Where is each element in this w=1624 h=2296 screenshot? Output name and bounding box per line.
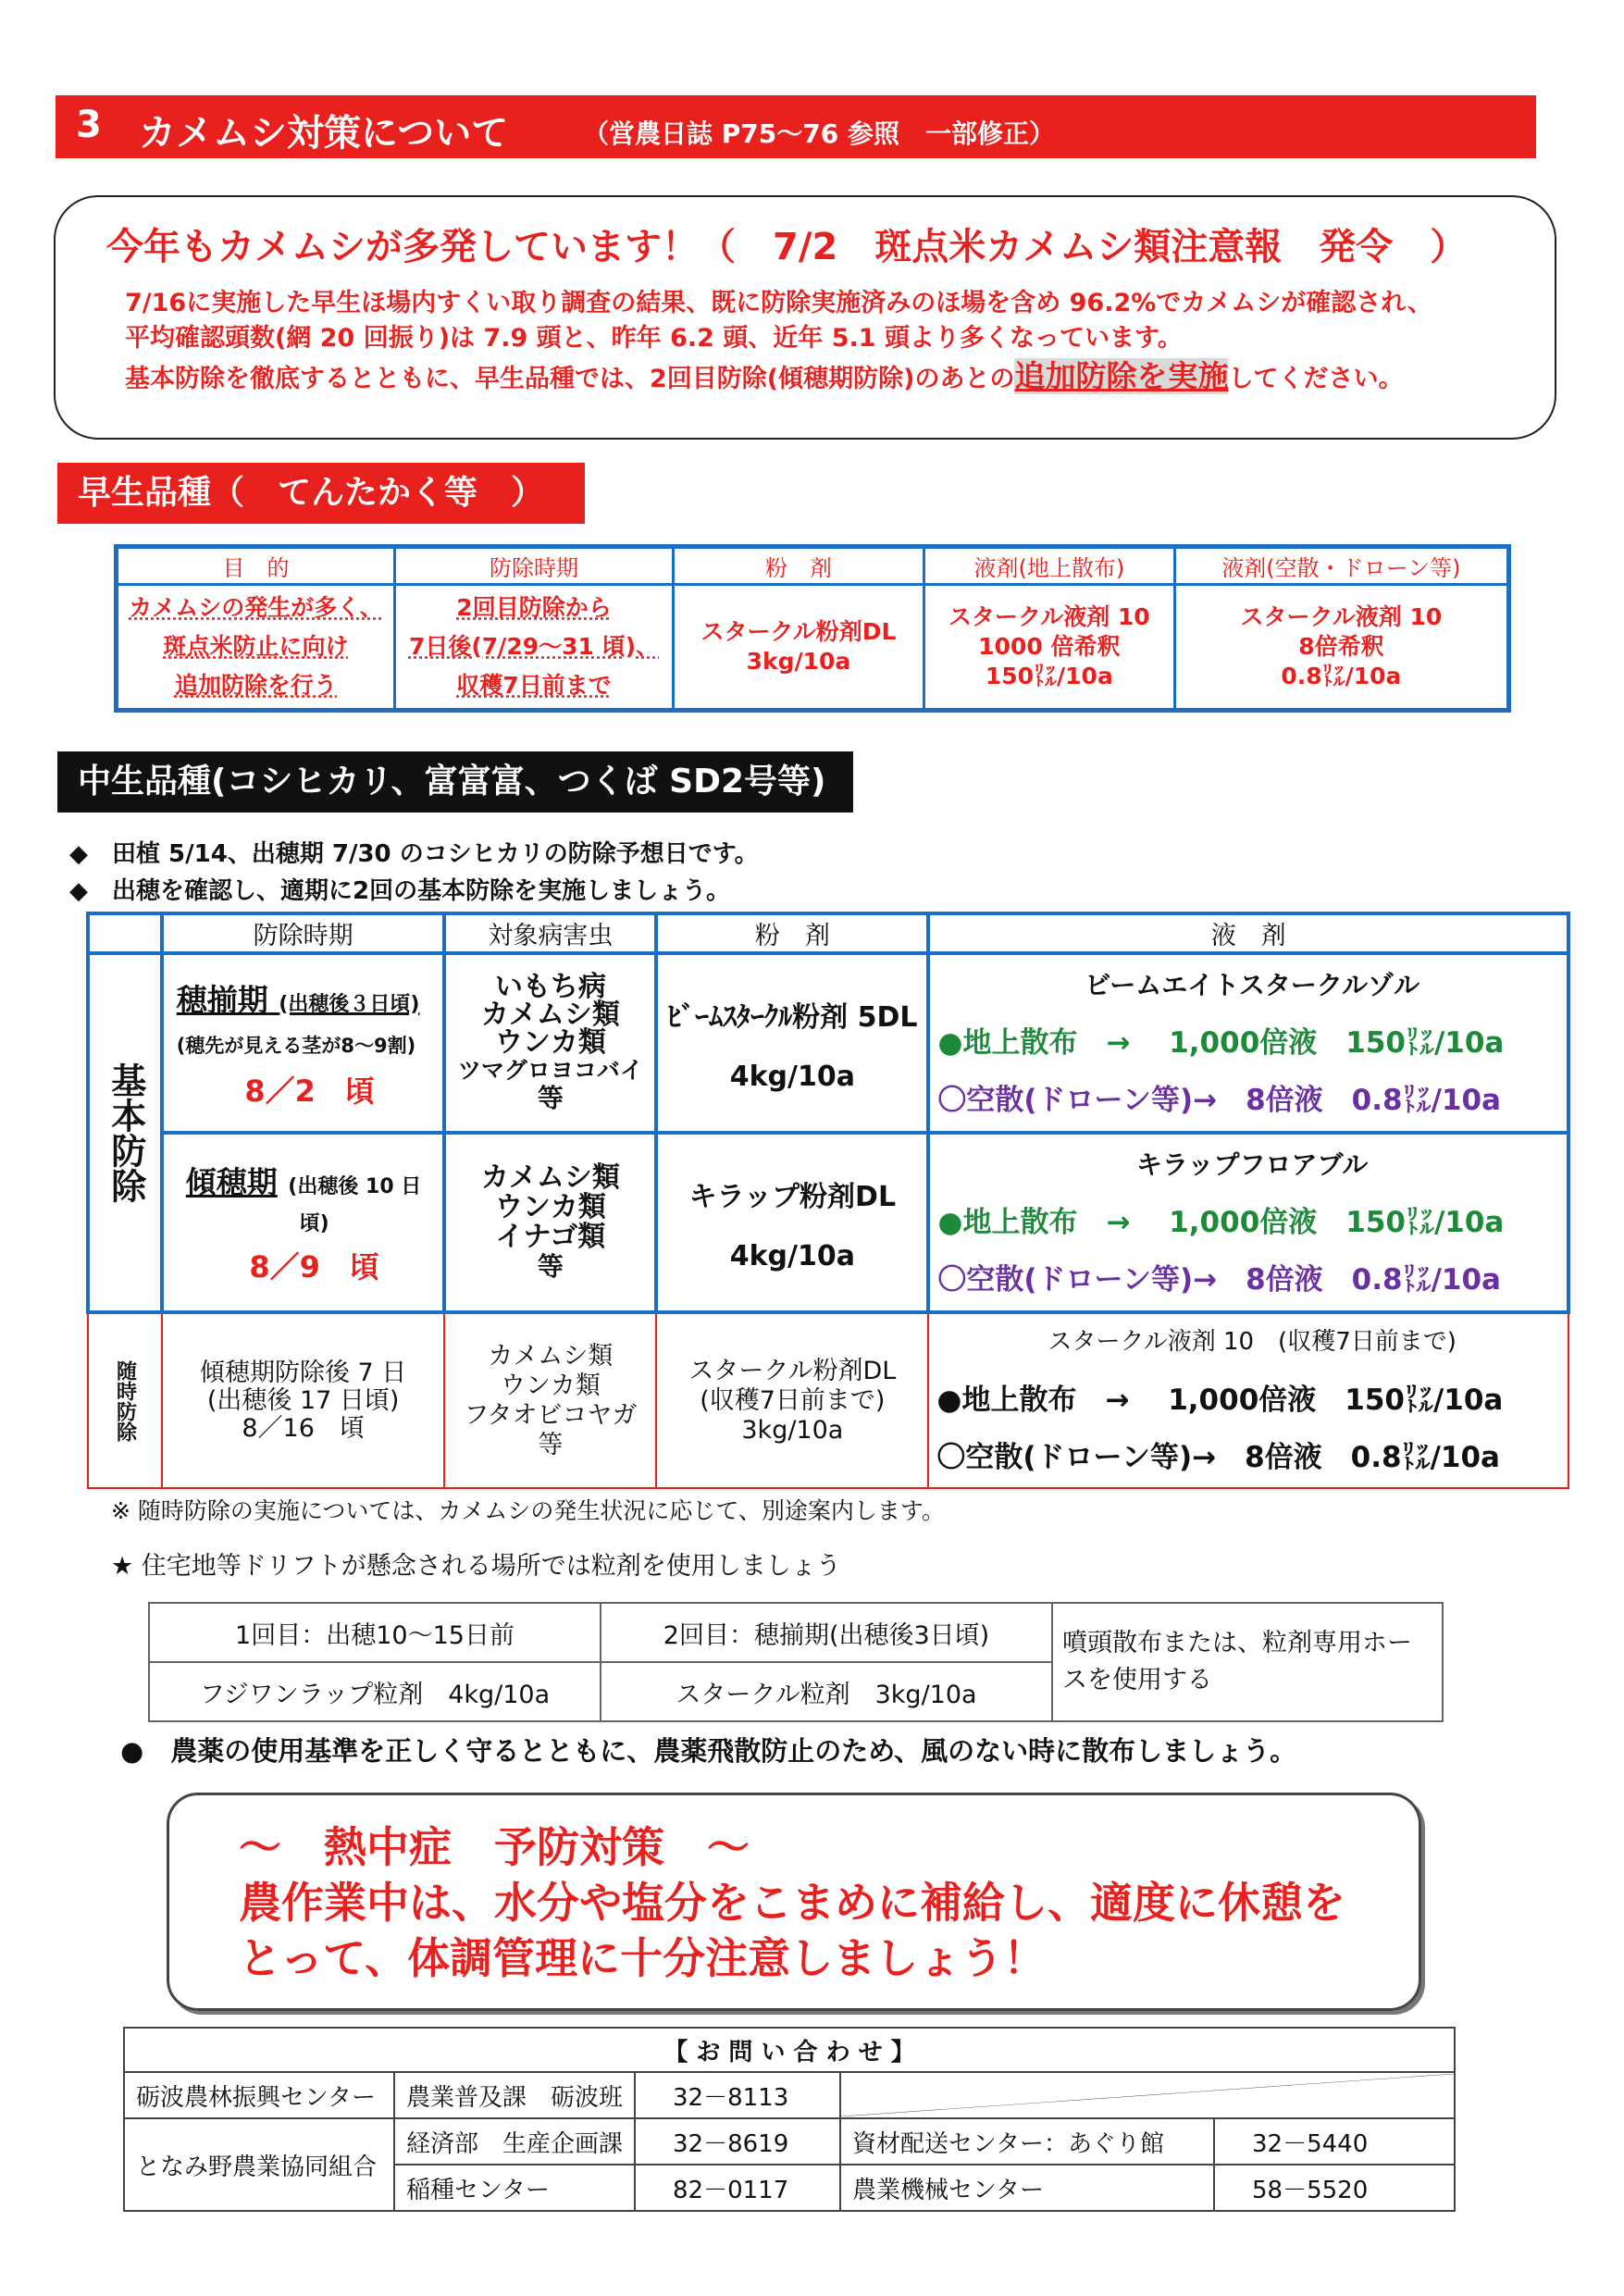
pest: ウンカ類 xyxy=(494,1191,606,1223)
heat-title: ～ 熱中症 予防対策 ～ xyxy=(239,1822,750,1872)
alert-line-2: 平均確認頭数(網 20 回振り)は 7.9 頭と、昨年 6.2 頭、近年 5.1 頭より多くなっています。 xyxy=(125,324,1183,353)
powder-rate: 4kg/10a xyxy=(729,1060,855,1093)
powder-line: 3kg/10a xyxy=(746,648,851,675)
phone: 32－8619 xyxy=(635,2118,840,2165)
alert-heading: 今年もカメムシが多発しています！（ 7/2 斑点米カメムシ類注意報 発令 ） xyxy=(106,226,1468,268)
alert-line-3 xyxy=(125,353,1403,396)
liquid-air-cell xyxy=(1174,585,1508,711)
liquid-air-line: スタークル液剤 10 xyxy=(1240,603,1443,630)
pest: 等 xyxy=(538,1430,564,1459)
pesticide-note: ● 農薬の使用基準を正しく守るとともに、農薬飛散防止のため、風のない時に散布しましょう。 xyxy=(120,1735,1297,1767)
period-title xyxy=(186,1159,443,1202)
liquid-air-line: 0.8㍑/10a xyxy=(1281,663,1402,689)
liquid-ground-cell xyxy=(924,585,1174,711)
adhoc-powder-cell xyxy=(656,1312,928,1488)
powder-line: 3kg/10a xyxy=(741,1415,844,1445)
col-timing: 防除時期 xyxy=(395,547,674,585)
purpose-cell xyxy=(117,585,395,711)
timing-line: 収穫7日前まで xyxy=(456,672,612,699)
mid-variety-table xyxy=(86,912,1570,1489)
granule-second: 2回目：穂揃期(出穂後3日頃) xyxy=(601,1603,1052,1662)
alert-line-3-pre: 基本防除を徹底するとともに、早生品種では、2回目防除(傾穂期防除)のあとの xyxy=(125,365,1015,393)
blank-cell xyxy=(840,2072,1455,2118)
period-sub: (穂先が見える茎が8～9割) xyxy=(176,1034,416,1057)
phone: 82－0117 xyxy=(635,2165,840,2211)
timing-cell xyxy=(395,585,674,711)
table-row xyxy=(88,953,1568,1133)
adhoc-period-line: (出穂後 17 日頃) xyxy=(206,1385,400,1415)
section-header xyxy=(56,95,1536,158)
col-liquid-ground: 液剤(地上散布) xyxy=(924,547,1174,585)
pest: 等 xyxy=(537,1083,564,1113)
purpose-line: カメムシの発生が多く、 xyxy=(129,594,383,621)
table-row xyxy=(88,1133,1568,1312)
period-title xyxy=(177,976,443,1020)
adhoc-period-line: 8／16 頃 xyxy=(242,1413,365,1443)
section-number: 3 xyxy=(76,104,102,146)
contact-title: 【 お 問 い 合 わ せ 】 xyxy=(124,2028,1455,2072)
granule-table xyxy=(148,1602,1444,1722)
pest: いもち病 xyxy=(494,971,606,1003)
period-cell xyxy=(162,1133,445,1312)
alert-line-1: 7/16に実施した早生ほ場内すくい取り調査の結果、既に防除実施済みのほ場を含め 96.2%でカメムシが確認され、 xyxy=(125,289,1432,317)
footnote: ※ 随時防除の実施については、カメムシの発生状況に応じて、別途案内します。 xyxy=(111,1497,945,1524)
bullet-basic: ◆ 出穂を確認し、適期に2回の基本防除を実施しましょう。 xyxy=(69,877,731,905)
basic-label: 基本防除 xyxy=(88,953,162,1312)
bullet-planting: ◆ 田植 5/14、出穂期 7/30 のコシヒカリの防除予想日です。 xyxy=(69,840,759,868)
liquid-ground-line: 150㍑/10a xyxy=(985,663,1113,689)
org-name: となみ野農業協同組合 xyxy=(124,2118,394,2211)
section-title: カメムシ対策について xyxy=(139,112,509,155)
timing-line: 2回目防除から xyxy=(456,594,612,621)
dept-name: 農業普及課 砺波班 xyxy=(394,2072,635,2118)
ground-spray: ●地上散布 → 1,000倍液 150㍑/10a xyxy=(937,1026,1505,1060)
table-header-row xyxy=(88,913,1568,953)
liquid-air-line: 8倍希釈 xyxy=(1298,633,1384,660)
heat-line-1: 農作業中は、水分や塩分をこまめに補給し、適度に休憩を xyxy=(239,1878,1345,1928)
powder-name: ﾋﾞｰﾑｽﾀｰｸﾙ粉剤 5DL xyxy=(667,1000,918,1034)
liquid-ground-line: 1000 倍希釈 xyxy=(978,633,1121,660)
powder-cell xyxy=(656,953,928,1133)
granule-note: ★ 住宅地等ドリフトが懸念される場所では粒剤を使用しましょう xyxy=(111,1552,841,1581)
granule-method: 噴頭散布または、粒剤専用ホースを使用する xyxy=(1052,1603,1443,1721)
contact-header-row xyxy=(124,2028,1455,2072)
contact-table xyxy=(123,2027,1456,2212)
powder-rate: 4kg/10a xyxy=(729,1239,855,1272)
granule-first: 1回目：出穂10～15日前 xyxy=(149,1603,601,1662)
powder-line: (収穫7日前まで) xyxy=(700,1385,886,1415)
purpose-line: 斑点米防止に向け xyxy=(163,633,349,660)
heat-line-2: とって、体調管理に十分注意しましょう！ xyxy=(239,1933,1047,1983)
header-blank xyxy=(88,913,162,953)
liquid-ground-line: スタークル液剤 10 xyxy=(948,603,1150,630)
adhoc-liquid-cell xyxy=(928,1312,1568,1488)
dept-name: 農業機械センター xyxy=(840,2165,1214,2211)
pest: 等 xyxy=(537,1251,564,1282)
table-row xyxy=(124,2118,1455,2165)
alert-line-3-post: してください。 xyxy=(1228,365,1404,393)
phone: 32－5440 xyxy=(1214,2118,1455,2165)
ground-spray: ●地上散布 → 1,000倍液 150㍑/10a xyxy=(937,1206,1505,1239)
early-variety-table xyxy=(114,544,1511,713)
table-row xyxy=(124,2072,1455,2118)
liquid-cell xyxy=(928,1133,1568,1312)
alert-highlight: 追加防除を実施 xyxy=(1014,358,1229,394)
granule-product-2: スタークル粒剤 3kg/10a xyxy=(601,1662,1052,1721)
period-note: (出穂後 10 日 xyxy=(288,1175,422,1198)
air-spray: 〇空散(ドローン等)→ 8倍液 0.8㍑/10a xyxy=(937,1263,1501,1297)
pest: ツマグロヨコバイ xyxy=(457,1057,643,1084)
table-row xyxy=(117,585,1509,711)
col-purpose: 目 的 xyxy=(117,547,395,585)
col-powder: 粉 剤 xyxy=(674,547,924,585)
powder-name: キラップ粉剤DL xyxy=(688,1180,897,1213)
liquid-title: キラップフロアブル xyxy=(1136,1149,1369,1180)
powder-line: スタークル粉剤DL xyxy=(700,618,897,645)
col-timing: 防除時期 xyxy=(162,913,445,953)
adhoc-period-line: 傾穂期防除後 7 日 xyxy=(199,1358,407,1387)
dept-name: 稲種センター xyxy=(394,2165,635,2211)
pest: フタオビコヤガ xyxy=(464,1400,638,1430)
timing-line: 7日後(7/29～31 頃)、 xyxy=(408,633,660,660)
table-row xyxy=(88,1312,1568,1488)
period-note: (出穂後３日頃) xyxy=(279,992,420,1016)
col-liquid-air: 液剤(空散・ドローン等) xyxy=(1174,547,1508,585)
table-header-row xyxy=(117,547,1509,585)
period-name: 穂揃期 xyxy=(176,981,268,1018)
diagonal-line xyxy=(841,2074,1454,2116)
pest: カメムシ類 xyxy=(480,1161,620,1194)
powder-line: スタークル粉剤DL xyxy=(688,1356,897,1385)
phone: 32－8113 xyxy=(635,2072,840,2118)
pest: ウンカ類 xyxy=(500,1371,601,1400)
alert-box xyxy=(54,195,1556,440)
period-cell xyxy=(162,953,445,1133)
adhoc-pests-cell xyxy=(444,1312,656,1488)
powder-cell xyxy=(674,585,924,711)
air-spray: 〇空散(ドローン等)→ 8倍液 0.8㍑/10a xyxy=(936,1440,1500,1474)
air-spray: 〇空散(ドローン等)→ 8倍液 0.8㍑/10a xyxy=(937,1084,1501,1117)
col-pests: 対象病害虫 xyxy=(444,913,656,953)
ground-spray: ●地上散布 → 1,000倍液 150㍑/10a xyxy=(936,1383,1504,1417)
pest: イナゴ類 xyxy=(495,1221,606,1253)
table-row xyxy=(149,1603,1443,1662)
powder-cell xyxy=(656,1133,928,1312)
heatstroke-box xyxy=(167,1793,1421,2011)
liquid-cell xyxy=(928,953,1568,1133)
liquid-title: ビームエイトスタークルゾル xyxy=(1085,970,1420,1000)
pests-cell xyxy=(444,953,656,1133)
dept-name: 資材配送センター：あぐり館 xyxy=(840,2118,1214,2165)
mid-variety-title: 中生品種(コシヒカリ、富富富、つくば SD2号等) xyxy=(57,751,853,813)
col-liquid: 液 剤 xyxy=(928,913,1568,953)
purpose-line: 追加防除を行う xyxy=(174,672,337,699)
pest: カメムシ類 xyxy=(488,1341,614,1371)
liquid-title: スタークル液剤 10 (収穫7日前まで) xyxy=(1048,1327,1457,1356)
period-sub: 頃) xyxy=(299,1212,329,1235)
phone: 58－5520 xyxy=(1214,2165,1455,2211)
pest: ウンカ類 xyxy=(494,1026,606,1059)
adhoc-label: 随時防除 xyxy=(88,1312,162,1488)
adhoc-period-cell xyxy=(162,1312,445,1488)
granule-product-1: フジワンラップ粒剤 4kg/10a xyxy=(149,1662,601,1721)
early-variety-title: 早生品種（ てんたかく等 ） xyxy=(57,463,585,524)
pest: カメムシ類 xyxy=(480,999,620,1031)
org-name: 砺波農林振興センター xyxy=(124,2072,394,2118)
col-powder: 粉 剤 xyxy=(656,913,928,953)
period-date: 8／2 頃 xyxy=(244,1073,375,1109)
period-name: 傾穂期 xyxy=(185,1164,278,1200)
period-date: 8／9 頃 xyxy=(249,1249,379,1285)
pests-cell xyxy=(444,1133,656,1312)
dept-name: 経済部 生産企画課 xyxy=(394,2118,635,2165)
section-note: （営農日誌 P75～76 参照 一部修正） xyxy=(583,118,1055,149)
